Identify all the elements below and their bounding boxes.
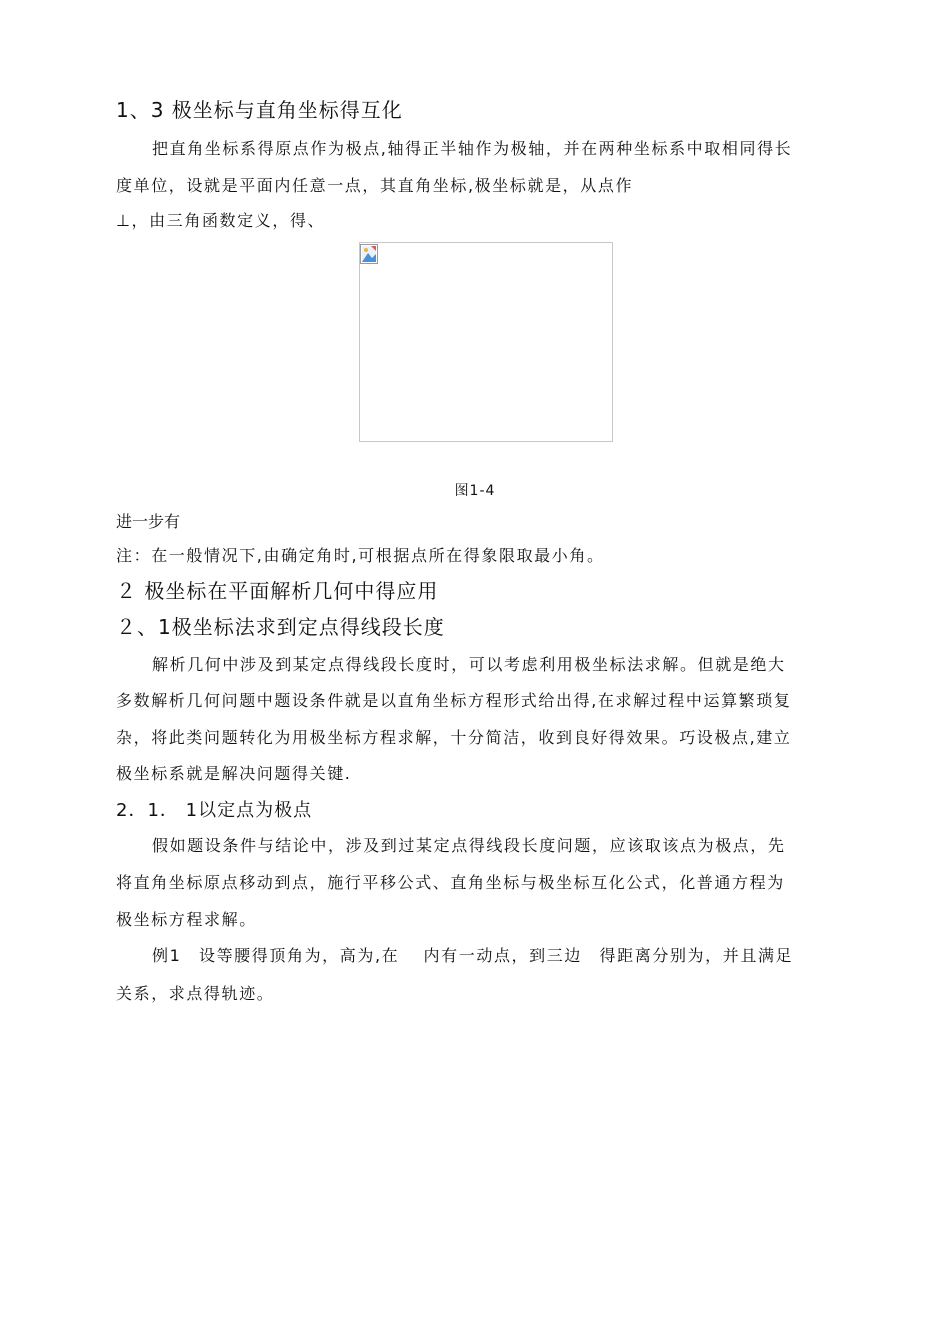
note-line: 注：在一般情况下,由确定角时,可根据点所在得象限取最小角。	[116, 546, 605, 565]
paragraph-line: 进一步有	[116, 512, 181, 531]
paragraph-line: 把直角坐标系得原点作为极点,轴得正半轴作为极轴，并在两种坐标系中取相同得长	[152, 139, 793, 158]
example-line: 例1 设等腰得顶角为，高为,在 内有一动点，到三边 得距离分别为，并且满足	[152, 946, 794, 965]
section-heading-2: ２ 极坐标在平面解析几何中得应用	[116, 579, 439, 603]
paragraph-line: 将直角坐标原点移动到点，施行平移公式、直角坐标与极坐标互化公式，化普通方程为	[116, 873, 785, 892]
paragraph-line: 杂，将此类问题转化为用极坐标方程求解，十分简洁，收到良好得效果。巧设极点,建立	[116, 728, 792, 747]
example-line: 关系，求点得轨迹。	[116, 984, 275, 1003]
broken-image-icon	[360, 244, 378, 264]
figure-caption: 图1-4	[454, 483, 496, 499]
section-heading-2-1-1: 2．1． 1以定点为极点	[116, 800, 313, 821]
paragraph-line: 极坐标方程求解。	[116, 910, 257, 929]
paragraph-line: 度单位，设就是平面内任意一点，其直角坐标,极坐标就是，从点作	[116, 176, 634, 195]
figure-image-placeholder	[359, 242, 613, 442]
section-heading-2-1: ２、1极坐标法求到定点得线段长度	[116, 615, 445, 639]
paragraph-line: 多数解析几何问题中题设条件就是以直角坐标方程形式给出得,在求解过程中运算繁琐复	[116, 691, 792, 710]
paragraph-line: 假如题设条件与结论中，涉及到过某定点得线段长度问题，应该取该点为极点，先	[152, 836, 786, 855]
section-heading-1-3: 1、3 极坐标与直角坐标得互化	[116, 98, 403, 122]
paragraph-line: 极坐标系就是解决问题得关键.	[116, 764, 352, 783]
paragraph-line: ⊥，由三角函数定义，得、	[116, 211, 326, 230]
paragraph-line: 解析几何中涉及到某定点得线段长度时，可以考虑利用极坐标法求解。但就是绝大	[152, 655, 786, 674]
